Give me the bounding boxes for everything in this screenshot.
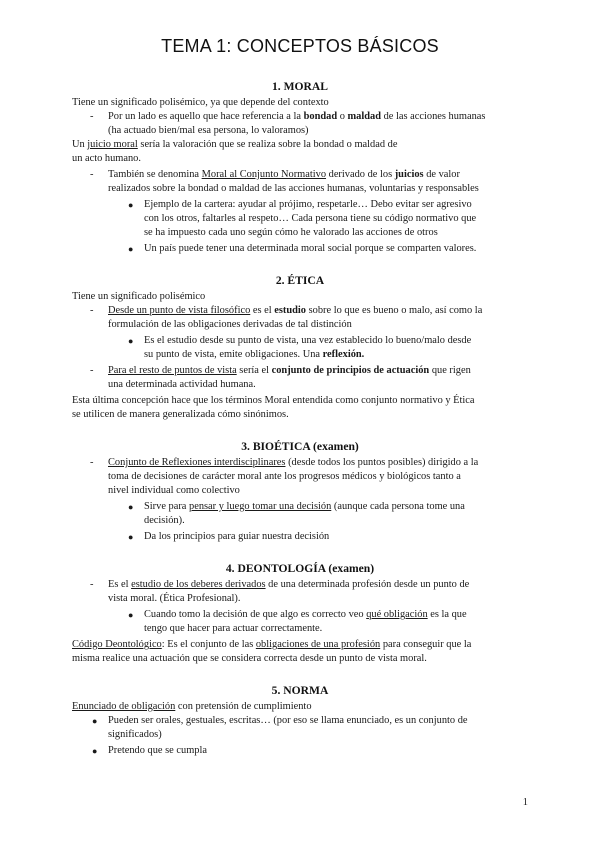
section-heading-moral: 1. MORAL <box>271 80 329 93</box>
list-item-continuation: toma de decisiones de carácter moral ante los progresos médicos y biológicos tanto a <box>108 471 461 482</box>
paragraph-line: Código Deontológico: Es el conjunto de las obligaciones de una profesión para conseguir que la <box>72 639 472 650</box>
bullet-icon: ● <box>128 532 134 542</box>
list-item-continuation: (ha actuado bien/mal esa persona, lo valoramos) <box>108 125 309 136</box>
sub-list-item-continuation: con los otros, faltarles al respeto… Cada persona tiene su código normativo que <box>144 213 477 224</box>
list-item: Por un lado es aquello que hace referencia a la bondad o maldad de las acciones humanas <box>108 111 486 122</box>
section-heading-deontologia: 4. DEONTOLOGÍA (examen) <box>225 562 375 575</box>
list-item: Pueden ser orales, gestuales, escritas… (por eso se llama enunciado, es un conjunto de <box>108 715 468 726</box>
paragraph-line: Esta última concepción hace que los términos Moral entendida como conjunto normativo y Ética <box>72 395 475 406</box>
dash-bullet-icon: - <box>90 579 94 590</box>
list-item-continuation: nivel individual como colectivo <box>108 485 240 496</box>
list-item: Conjunto de Reflexiones interdisciplinares (desde todos los puntos posibles) dirigido a la <box>108 457 479 468</box>
list-item: Desde un punto de vista filosófico es el estudio sobre lo que es bueno o malo, así como la <box>108 305 483 316</box>
dash-bullet-icon: - <box>90 169 94 180</box>
list-item: Para el resto de puntos de vista sería el conjunto de principios de actuación que rigen <box>108 365 471 376</box>
list-item-continuation: una determinada actividad humana. <box>108 379 256 390</box>
list-item-continuation: vista moral. (Ética Profesional). <box>108 593 241 604</box>
list-item-continuation: formulación de las obligaciones derivadas de tal distinción <box>108 319 352 330</box>
page-number: 1 <box>522 797 528 808</box>
paragraph-line: se utilicen de manera generalizada cómo sinónimos. <box>72 409 289 420</box>
paragraph-line: Enunciado de obligación con pretensión de cumplimiento <box>72 701 312 712</box>
paragraph-line: Tiene un significado polisémico, ya que depende del contexto <box>72 97 329 108</box>
list-item: También se denomina Moral al Conjunto Normativo derivado de los juicios de valor <box>108 169 460 180</box>
sub-list-item: Da los principios para guiar nuestra decisión <box>144 531 330 542</box>
section-heading-etica: 2. ÉTICA <box>275 274 325 287</box>
dash-bullet-icon: - <box>90 457 94 468</box>
paragraph-line: misma realice una actuación que se considera correcta desde un punto de vista moral. <box>72 653 427 664</box>
bullet-icon: ● <box>92 716 98 726</box>
sub-list-item: Cuando tomo la decisión de que algo es correcto veo qué obligación es la que <box>144 609 467 620</box>
sub-list-item-continuation: tengo que hacer para actuar correctamente. <box>144 623 323 634</box>
bullet-icon: ● <box>128 502 134 512</box>
dash-bullet-icon: - <box>90 305 94 316</box>
sub-list-item-continuation: decisión). <box>144 515 185 526</box>
dash-bullet-icon: - <box>90 111 94 122</box>
paragraph-line: Tiene un significado polisémico <box>72 291 206 302</box>
bullet-icon: ● <box>128 336 134 346</box>
sub-list-item-continuation: se ha impuesto cada uno según cómo he valorado las acciones de otros <box>144 227 438 238</box>
list-item-continuation: significados) <box>108 729 162 740</box>
paragraph-line: un acto humano. <box>72 153 141 164</box>
document-title: TEMA 1: CONCEPTOS BÁSICOS <box>161 36 439 56</box>
section-heading-norma: 5. NORMA <box>271 684 329 697</box>
bullet-icon: ● <box>128 244 134 254</box>
sub-list-item: Sirve para pensar y luego tomar una decisión (aunque cada persona tome una <box>144 501 465 512</box>
list-item: Es el estudio de los deberes derivados de una determinada profesión desde un punto de <box>108 579 470 590</box>
paragraph-line: Un juicio moral sería la valoración que se realiza sobre la bondad o maldad de <box>72 139 398 150</box>
list-item-continuation: realizados sobre la bondad o maldad de las acciones humanas, voluntarias y responsables <box>108 183 479 194</box>
section-heading-bioetica: 3. BIOÉTICA (examen) <box>241 440 359 453</box>
bullet-icon: ● <box>128 200 134 210</box>
sub-list-item-continuation: su punto de vista, emite obligaciones. Una reflexión. <box>144 349 365 360</box>
sub-list-item: Un país puede tener una determinada moral social porque se comparten valores. <box>144 243 477 254</box>
bullet-icon: ● <box>128 610 134 620</box>
bullet-icon: ● <box>92 746 98 756</box>
list-item: Pretendo que se cumpla <box>108 745 207 756</box>
sub-list-item: Ejemplo de la cartera: ayudar al prójimo, respetarle… Debo evitar ser agresivo <box>144 199 472 210</box>
dash-bullet-icon: - <box>90 365 94 376</box>
sub-list-item: Es el estudio desde su punto de vista, una vez establecido lo bueno/malo desde <box>144 335 472 346</box>
